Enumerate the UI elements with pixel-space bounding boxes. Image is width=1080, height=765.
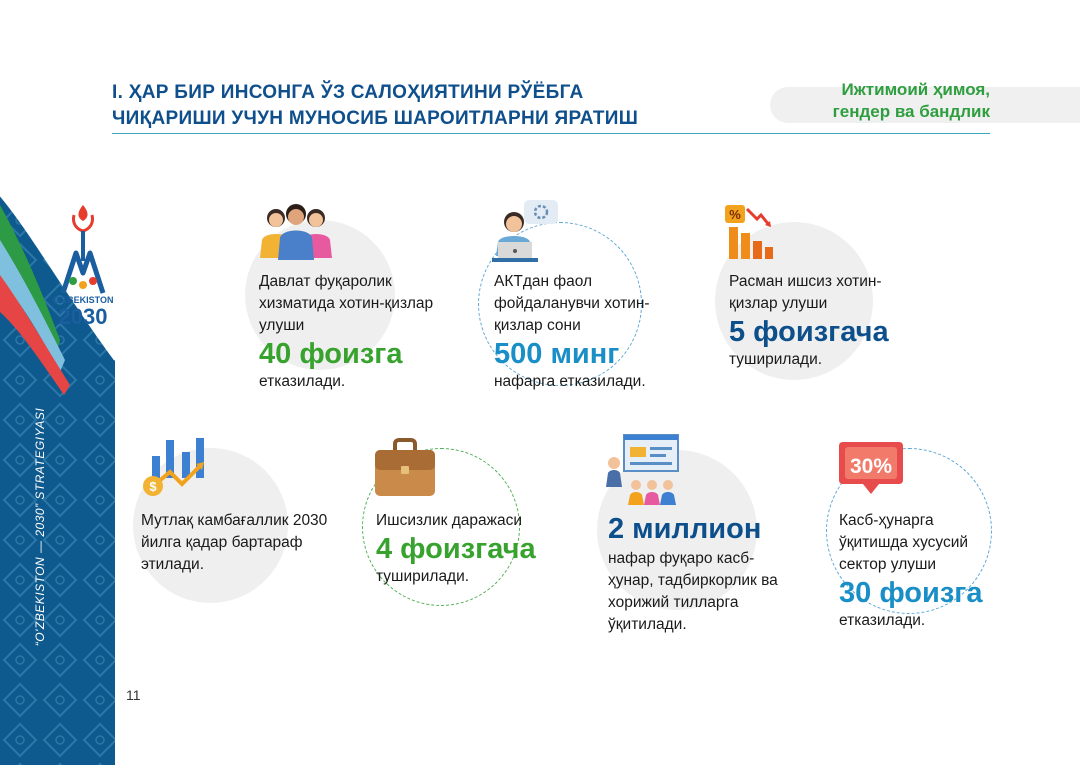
item-2-suffix: нафарга етказилади.: [494, 373, 646, 390]
item-1-highlight: 40 фоизга: [259, 338, 403, 370]
section-label: [760, 79, 990, 123]
item-6-description: нафар фуқаро касб-ҳунар, тадбиркорлик ва хорижий тилларга ўқитилади.: [608, 550, 778, 633]
item-4-text: [141, 510, 331, 576]
item-2-highlight: 500 минг: [494, 338, 620, 370]
growth-chart-icon: [140, 436, 210, 498]
item-5-suffix: туширилади.: [376, 568, 470, 585]
classroom-icon: [604, 433, 680, 505]
page-number: 11: [126, 687, 141, 703]
item-3-highlight: 5 фоизгача: [729, 316, 889, 348]
declining-bars-icon: [723, 203, 775, 261]
percent-badge-icon: [837, 440, 905, 498]
header-divider: [112, 133, 990, 134]
section-label-line-2: гендер ва бандлик: [832, 102, 990, 121]
item-6-text: [608, 512, 828, 636]
decorative-side-strip: [0, 0, 115, 765]
women-group-icon: [258, 200, 334, 260]
item-7-text: [839, 510, 1039, 632]
item-3-description: Расман ишсиз хотин-қизлар улуши: [729, 273, 882, 312]
logo-text-year: 2030: [58, 304, 108, 328]
ozbekiston-2030-logo: [48, 203, 118, 328]
item-1-suffix: етказилади.: [259, 373, 346, 390]
item-3-text: [729, 271, 949, 371]
item-5-text: [376, 510, 596, 588]
svg-text:$: $: [149, 479, 157, 494]
item-7-description: Касб-ҳунарга ўқитишда хусусий сектор улуши: [839, 512, 969, 573]
item-7-highlight: 30 фоизга: [839, 577, 983, 609]
section-label-line-1: Ижтимоий ҳимоя,: [841, 80, 990, 99]
item-4-description: Мутлақ камбағаллик 2030 йилга қадар бартараф этилади.: [141, 512, 328, 573]
percent-badge-text: 30%: [849, 455, 893, 478]
logo-text-country: O'ZBEKISTON: [52, 295, 114, 305]
item-6-highlight: 2 миллион: [608, 513, 762, 545]
item-5-description: Ишсизлик даражаси: [376, 512, 523, 529]
page-title-line-1: I. ҲАР БИР ИНСОНГА ЎЗ САЛОҲИЯТИНИ РЎЁБГА: [112, 82, 584, 103]
item-1-description: Давлат фуқаролик хизматида хотин-қизлар улуши: [259, 273, 434, 334]
item-1-text: [259, 271, 439, 393]
item-2-text: [494, 271, 694, 393]
item-3-suffix: туширилади.: [729, 351, 823, 368]
woman-laptop-icon: [490, 198, 562, 264]
item-7-suffix: етказилади.: [839, 612, 926, 629]
item-5-highlight: 4 фоизгача: [376, 533, 536, 565]
page-title: [112, 80, 732, 132]
page-title-line-2: ЧИҚАРИШИ УЧУН МУНОСИБ ШАРОИТЛАРНИ ЯРАТИШ: [112, 108, 639, 129]
svg-text:%: %: [729, 207, 741, 222]
strategy-vertical-label: “O'ZBEKISTON — 2030” STRATEGIYASI: [33, 407, 47, 647]
item-2-description: АКТдан фаол фойдаланувчи хотин-қизлар сони: [494, 273, 650, 334]
briefcase-icon: [373, 438, 437, 498]
